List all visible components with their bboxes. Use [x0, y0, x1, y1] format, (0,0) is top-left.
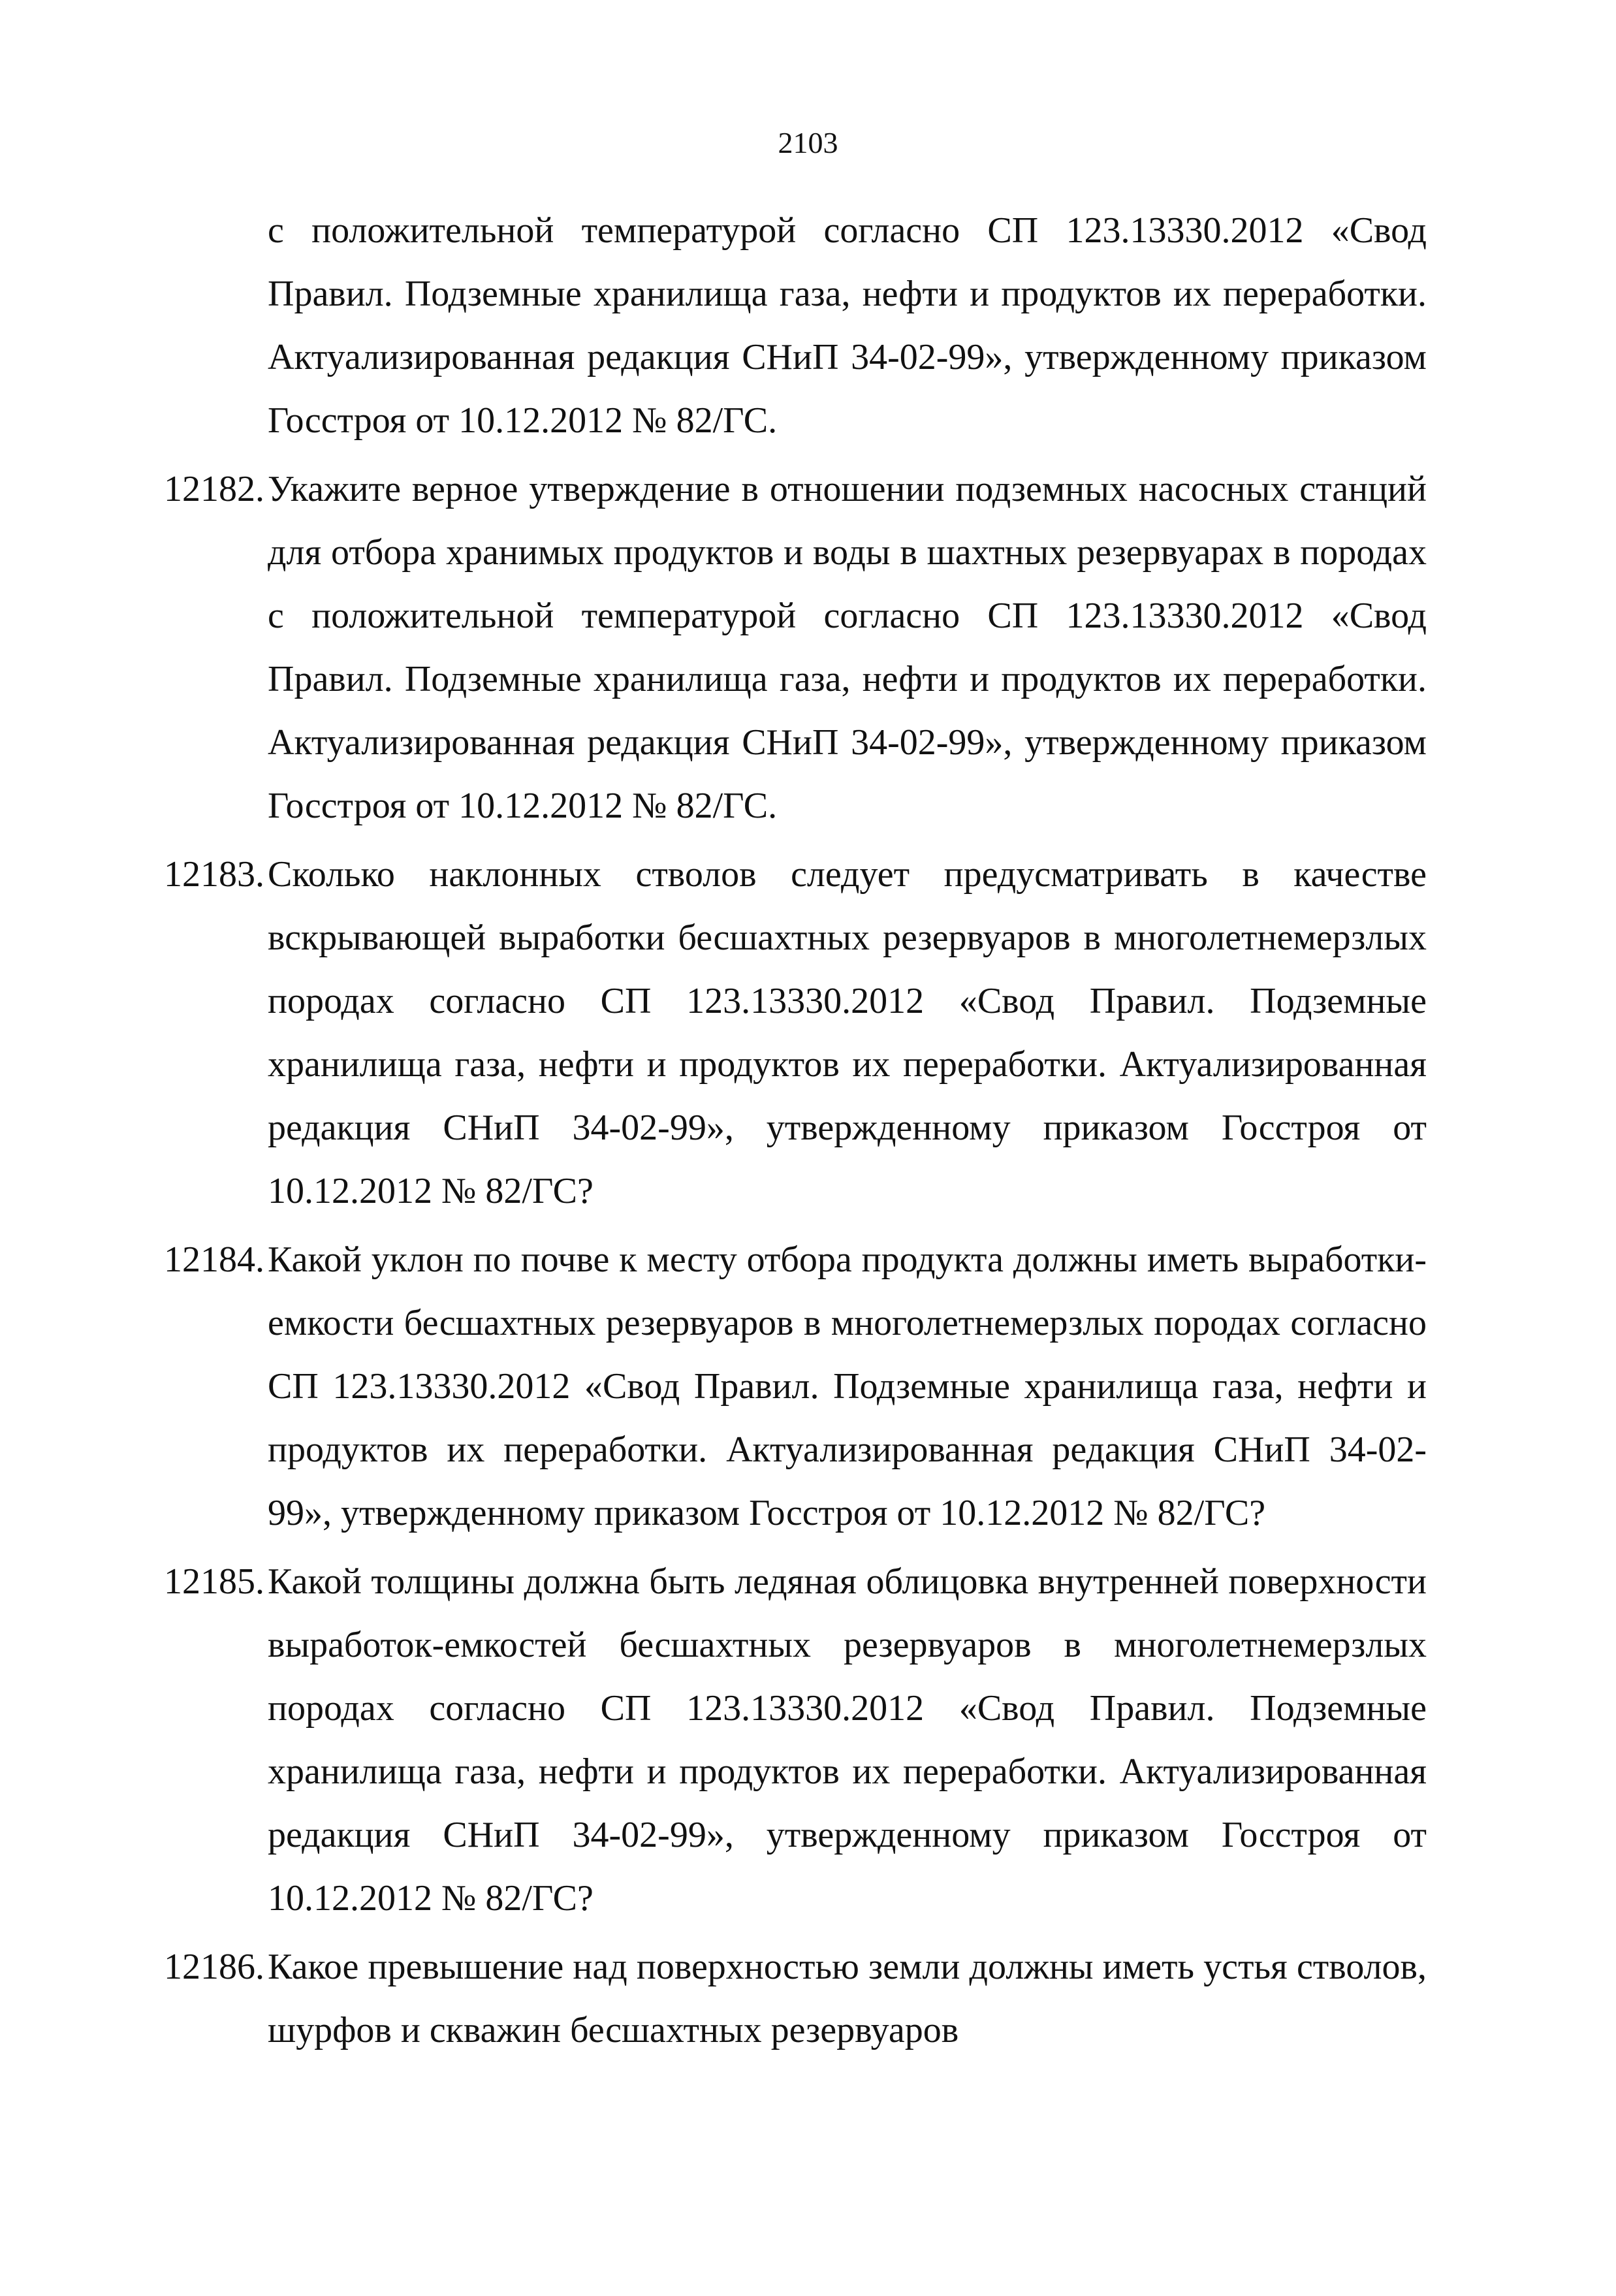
item-number: 12182. [164, 469, 264, 509]
page-number: 2103 [778, 126, 838, 159]
continuation-paragraph: с положительной температурой согласно СП 123.13330.2012 «Свод Правил. Подземные хранилища газа, нефти и продуктов их переработки. Актуализированная редакция СНиП 34-02-99», утвержденному приказом Госстроя от 10.12.2012 № 82/ГС. [268, 210, 1427, 441]
item-number: 12184. [164, 1239, 264, 1280]
item-number: 12185. [164, 1561, 264, 1602]
list-item-12186 [164, 1936, 1427, 2062]
item-text: Какой уклон по почве к месту отбора продукта должны иметь выработки-емкости бесшахтных резервуаров в многолетнемерзлых породах согласно СП 123.13330.2012 «Свод Правил. Подземные хранилища газа, нефти и продуктов их переработки. Актуализированная редакция СНиП 34-02-99», утвержденному приказом Госстроя от 10.12.2012 № 82/ГС? [268, 1239, 1427, 1533]
item-text: Какое превышение над поверхностью земли должны иметь устья стволов, шурфов и скважин бесшахтных резервуаров [268, 1947, 1427, 2050]
list-item-12182 [164, 458, 1427, 838]
document-body [164, 199, 1427, 2062]
item-text: Сколько наклонных стволов следует предусматривать в качестве вскрывающей выработки бесшахтных резервуаров в многолетнемерзлых породах согласно СП 123.13330.2012 «Свод Правил. Подземные хранилища газа, нефти и продуктов их переработки. Актуализированная редакция СНиП 34-02-99», утвержденному приказом Госстроя от 10.12.2012 № 82/ГС? [268, 854, 1427, 1211]
list-item-12183 [164, 843, 1427, 1223]
item-number: 12186. [164, 1947, 264, 1987]
item-number: 12183. [164, 854, 264, 895]
item-text: Какой толщины должна быть ледяная облицовка внутренней поверхности выработок-емкостей бесшахтных резервуаров в многолетнемерзлых породах согласно СП 123.13330.2012 «Свод Правил. Подземные хранилища газа, нефти и продуктов их переработки. Актуализированная редакция СНиП 34-02-99», утвержденному приказом Госстроя от 10.12.2012 № 82/ГС? [268, 1561, 1427, 1919]
list-item-12185 [164, 1550, 1427, 1930]
list-item-12184 [164, 1228, 1427, 1545]
item-text: Укажите верное утверждение в отношении подземных насосных станций для отбора хранимых продуктов и воды в шахтных резервуарах в породах с положительной температурой согласно СП 123.13330.2012 «Свод Правил. Подземные хранилища газа, нефти и продуктов их переработки. Актуализированная редакция СНиП 34-02-99», утвержденному приказом Госстроя от 10.12.2012 № 82/ГС. [268, 469, 1427, 826]
